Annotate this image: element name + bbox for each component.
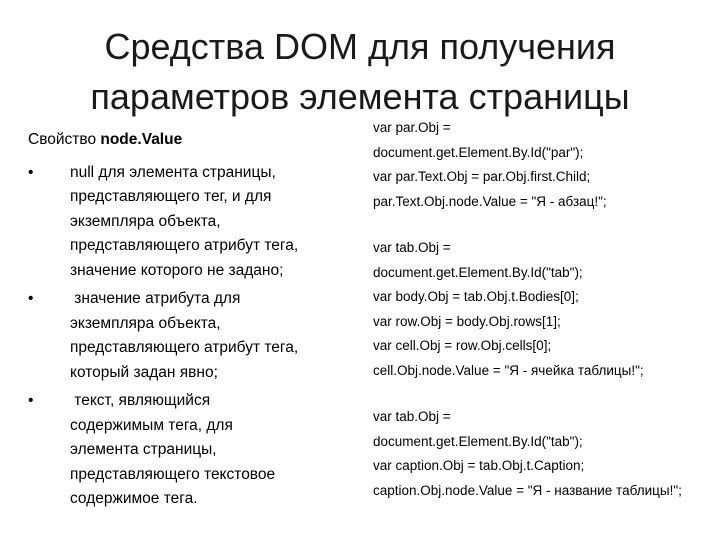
code-line: var body.Obj = tab.Obj.t.Bodies[0]; (373, 289, 579, 304)
bullet-dot: • (28, 392, 34, 409)
code-examples (373, 116, 713, 525)
code-line: var row.Obj = body.Obj.rows[1]; (373, 313, 561, 329)
bullet-dot: • (28, 290, 34, 307)
bullet-line: текст, являющийся (70, 392, 211, 409)
code-line: cell.Obj.node.Value = "Я - ячейка таблицы!"; (373, 362, 644, 378)
bullet-item (28, 161, 358, 284)
bullet-line: содержимое тега. (70, 490, 198, 507)
bullet-line: экземпляра объекта, (70, 314, 221, 332)
bullet-line: представляющего текстовое (70, 465, 276, 483)
code-line: var tab.Obj = (373, 409, 451, 424)
code-line: var par.Obj = (373, 120, 451, 135)
bullet-line: значение атрибута для (70, 290, 241, 307)
bullet-line: значение которого не задано; (70, 261, 284, 279)
bullet-line: представляющего атрибут тега, (70, 339, 299, 356)
code-block-caption (373, 405, 713, 503)
property-heading (28, 128, 358, 153)
bullet-line: null для элемента страницы, (70, 163, 276, 181)
heading-prefix: Свойство (28, 131, 101, 148)
code-line: var cell.Obj = row.Obj.cells[0]; (373, 338, 552, 353)
code-line: var caption.Obj = tab.Obj.t.Caption; (373, 458, 585, 473)
slide-title (40, 22, 680, 122)
title-line-1: Средства DOM для получения (104, 26, 616, 67)
bullet-line: представляющего атрибут тега, (70, 237, 299, 254)
code-block-cell (373, 236, 713, 383)
code-line: document.get.Element.By.Id("tab"); (373, 433, 583, 449)
bullet-line: экземпляра объекта, (70, 212, 221, 230)
bullet-line: который задан явно; (70, 363, 218, 381)
bullet-dot: • (28, 163, 34, 181)
code-line: document.get.Element.By.Id("tab"); (373, 264, 583, 280)
code-line: var par.Text.Obj = par.Obj.first.Child; (373, 169, 591, 184)
code-line: par.Text.Obj.node.Value = "Я - абзац!"; (373, 193, 607, 209)
bullet-line: представляющего тег, и для (70, 188, 272, 205)
code-line: var tab.Obj = (373, 240, 451, 255)
bullet-line: содержимым тега, для (70, 416, 233, 434)
property-description (28, 128, 358, 516)
bullet-item (28, 287, 358, 385)
code-line: document.get.Element.By.Id("par"); (373, 144, 584, 160)
bullet-line: элемента страницы, (70, 441, 217, 458)
code-block-paragraph (373, 116, 713, 214)
property-name: node.Value (100, 131, 183, 148)
title-line-2: параметров элемента страницы (90, 76, 630, 117)
bullet-item (28, 389, 358, 512)
code-line: caption.Obj.node.Value = "Я - название таблицы!"; (373, 482, 682, 498)
